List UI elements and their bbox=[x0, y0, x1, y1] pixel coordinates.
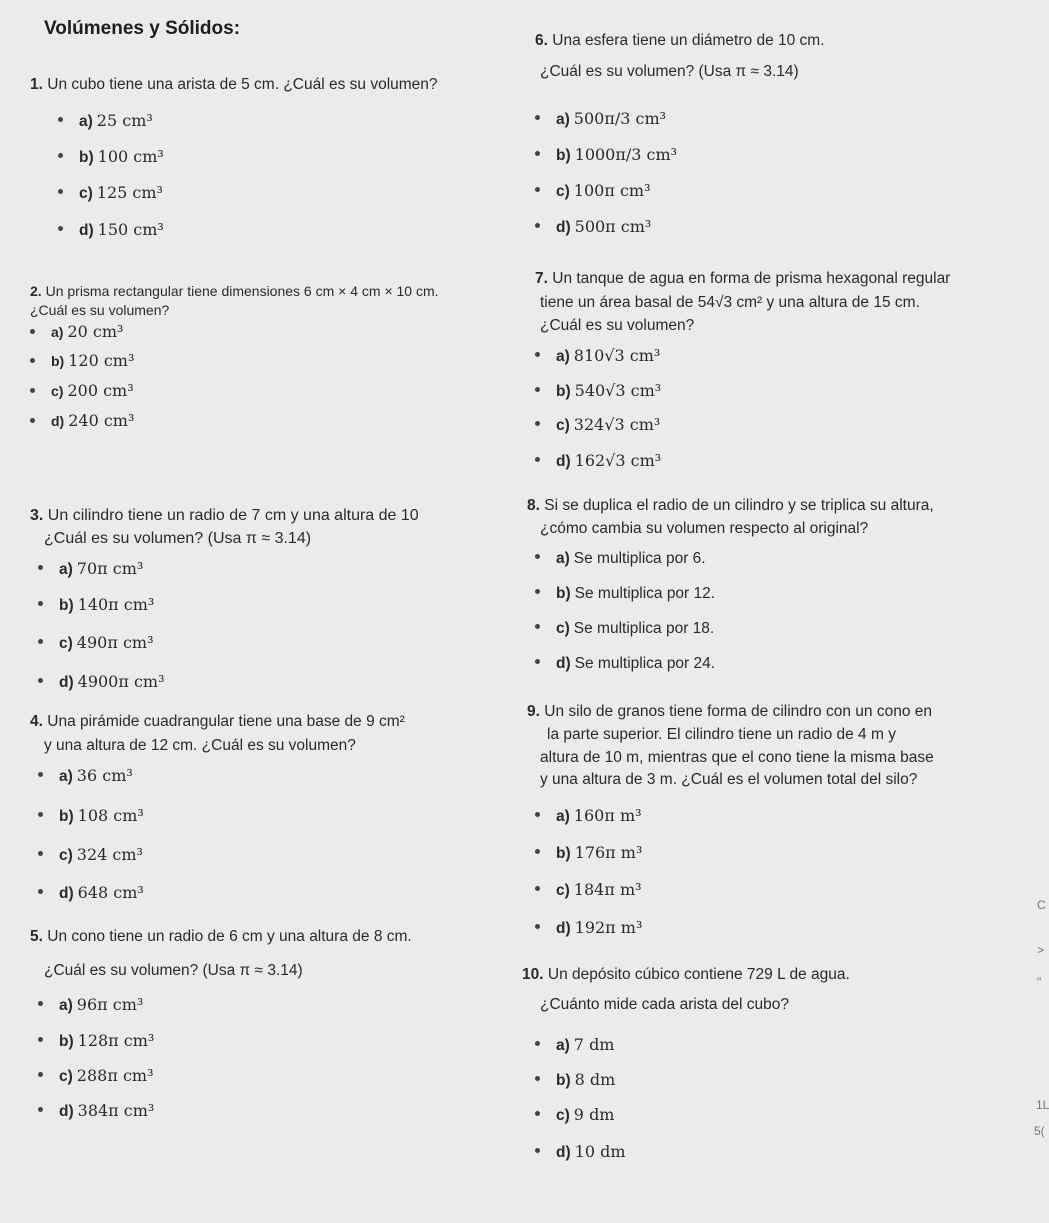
option-7c[interactable]: c) 324√3 cm³ bbox=[535, 415, 660, 435]
question-number: 3. bbox=[30, 507, 44, 524]
bullet-icon bbox=[535, 1148, 540, 1153]
bullet-icon bbox=[535, 151, 540, 156]
option-9d[interactable]: d) 192π m³ bbox=[535, 918, 642, 938]
option-4b[interactable]: b) 108 cm³ bbox=[38, 806, 144, 826]
option-4d[interactable]: d) 648 cm³ bbox=[38, 883, 144, 903]
question-9-line-3: altura de 10 m, mientras que el cono tiene la misma base bbox=[540, 749, 934, 766]
bullet-icon bbox=[535, 115, 540, 120]
bullet-icon bbox=[535, 924, 540, 929]
question-7-line-3: ¿Cuál es su volumen? bbox=[540, 317, 695, 334]
option-2d[interactable]: d) 240 cm³ bbox=[30, 411, 134, 430]
bullet-icon bbox=[58, 189, 63, 194]
option-10c[interactable]: c) 9 dm bbox=[535, 1105, 614, 1125]
question-text: Un tanque de agua en forma de prisma hexagonal regular bbox=[552, 270, 951, 287]
bullet-icon bbox=[38, 639, 43, 644]
question-8-line-2: ¿cómo cambia su volumen respecto al original? bbox=[540, 520, 869, 537]
option-2b[interactable]: b) 120 cm³ bbox=[30, 351, 134, 370]
question-10-line-2: ¿Cuánto mide cada arista del cubo? bbox=[540, 996, 790, 1013]
bullet-icon bbox=[38, 565, 43, 570]
bullet-icon bbox=[38, 772, 43, 777]
bullet-icon bbox=[535, 352, 540, 357]
option-9a[interactable]: a) 160π m³ bbox=[535, 806, 642, 826]
bullet-icon bbox=[535, 1111, 540, 1116]
option-5c[interactable]: c) 288π cm³ bbox=[38, 1066, 153, 1086]
option-1a[interactable]: a) 25 cm³ bbox=[58, 111, 153, 131]
option-5a[interactable]: a) 96π cm³ bbox=[38, 995, 143, 1015]
question-number: 5. bbox=[30, 928, 43, 945]
bullet-icon bbox=[58, 117, 63, 122]
question-6 bbox=[535, 32, 825, 50]
option-3a[interactable]: a) 70π cm³ bbox=[38, 559, 143, 579]
question-9-line-2: la parte superior. El cilindro tiene un radio de 4 m y bbox=[547, 726, 896, 743]
option-6b[interactable]: b) 1000π/3 cm³ bbox=[535, 145, 677, 165]
option-6d[interactable]: d) 500π cm³ bbox=[535, 217, 651, 237]
question-2 bbox=[30, 283, 439, 299]
question-2-line-2: ¿Cuál es su volumen? bbox=[30, 302, 170, 318]
question-7 bbox=[535, 270, 950, 288]
question-5-line-2: ¿Cuál es su volumen? (Usa π ≈ 3.14) bbox=[44, 962, 303, 979]
bullet-icon bbox=[38, 1001, 43, 1006]
option-10d[interactable]: d) 10 dm bbox=[535, 1142, 626, 1162]
question-text: Una pirámide cuadrangular tiene una base de 9 cm² bbox=[47, 713, 405, 730]
option-3c[interactable]: c) 490π cm³ bbox=[38, 633, 153, 653]
option-3d[interactable]: d) 4900π cm³ bbox=[38, 672, 165, 692]
question-text: Un cono tiene un radio de 6 cm y una altura de 8 cm. bbox=[47, 928, 412, 945]
bullet-icon bbox=[535, 457, 540, 462]
bullet-icon bbox=[38, 678, 43, 683]
option-7d[interactable]: d) 162√3 cm³ bbox=[535, 451, 661, 471]
edge-mark: " bbox=[1037, 975, 1042, 989]
bullet-icon bbox=[535, 187, 540, 192]
bullet-icon bbox=[535, 1076, 540, 1081]
question-number: 7. bbox=[535, 270, 548, 287]
question-8 bbox=[527, 497, 934, 515]
option-8b[interactable]: b) Se multiplica por 12. bbox=[535, 585, 715, 603]
bullet-icon bbox=[535, 659, 540, 664]
bullet-icon bbox=[38, 1072, 43, 1077]
option-4a[interactable]: a) 36 cm³ bbox=[38, 766, 133, 786]
option-9b[interactable]: b) 176π m³ bbox=[535, 843, 642, 863]
bullet-icon bbox=[30, 358, 35, 363]
question-1 bbox=[30, 76, 438, 94]
question-text: Un cilindro tiene un radio de 7 cm y una altura de 10 bbox=[47, 507, 419, 524]
option-10a[interactable]: a) 7 dm bbox=[535, 1035, 614, 1055]
question-4-line-2: y una altura de 12 cm. ¿Cuál es su volumen? bbox=[44, 737, 356, 754]
option-6c[interactable]: c) 100π cm³ bbox=[535, 181, 650, 201]
bullet-icon bbox=[535, 624, 540, 629]
option-1b[interactable]: b) 100 cm³ bbox=[58, 147, 164, 167]
question-7-line-2: tiene un área basal de 54√3 cm² y una altura de 15 cm. bbox=[540, 294, 920, 311]
question-number: 6. bbox=[535, 32, 548, 49]
bullet-icon bbox=[38, 1107, 43, 1112]
bullet-icon bbox=[58, 226, 63, 231]
bullet-icon bbox=[535, 849, 540, 854]
bullet-icon bbox=[30, 329, 35, 334]
option-2c[interactable]: c) 200 cm³ bbox=[30, 381, 134, 400]
option-8a[interactable]: a) Se multiplica por 6. bbox=[535, 550, 706, 568]
bullet-icon bbox=[535, 589, 540, 594]
bullet-icon bbox=[38, 1037, 43, 1042]
question-10 bbox=[522, 966, 850, 984]
bullet-icon bbox=[535, 812, 540, 817]
question-9 bbox=[527, 703, 932, 721]
question-text: Una esfera tiene un diámetro de 10 cm. bbox=[552, 32, 825, 49]
edge-mark: 5( bbox=[1034, 1124, 1045, 1138]
bullet-icon bbox=[30, 388, 35, 393]
bullet-icon bbox=[535, 554, 540, 559]
bullet-icon bbox=[38, 889, 43, 894]
option-7a[interactable]: a) 810√3 cm³ bbox=[535, 346, 660, 366]
question-text: Un prisma rectangular tiene dimensiones 6 cm × 4 cm × 10 cm. bbox=[45, 283, 439, 299]
option-2a[interactable]: a) 20 cm³ bbox=[30, 322, 123, 341]
option-9c[interactable]: c) 184π m³ bbox=[535, 880, 642, 900]
edge-mark: > bbox=[1037, 943, 1045, 957]
bullet-icon bbox=[535, 223, 540, 228]
question-number: 4. bbox=[30, 713, 43, 730]
question-3-line-2: ¿Cuál es su volumen? (Usa π ≈ 3.14) bbox=[44, 530, 312, 547]
edge-mark: 1L bbox=[1036, 1098, 1049, 1112]
option-10b[interactable]: b) 8 dm bbox=[535, 1070, 615, 1090]
option-1d[interactable]: d) 150 cm³ bbox=[58, 220, 164, 240]
bullet-icon bbox=[38, 851, 43, 856]
question-text: Un cubo tiene una arista de 5 cm. ¿Cuál es su volumen? bbox=[47, 76, 438, 93]
option-1c[interactable]: c) 125 cm³ bbox=[58, 183, 163, 203]
question-3 bbox=[30, 507, 419, 525]
bullet-icon bbox=[38, 601, 43, 606]
bullet-icon bbox=[30, 418, 35, 423]
question-text: Un silo de granos tiene forma de cilindro con un cono en bbox=[544, 703, 932, 720]
bullet-icon bbox=[535, 1041, 540, 1046]
page-title: Volúmenes y Sólidos: bbox=[44, 18, 241, 39]
bullet-icon bbox=[535, 387, 540, 392]
bullet-icon bbox=[38, 812, 43, 817]
option-8d[interactable]: d) Se multiplica por 24. bbox=[535, 655, 715, 673]
question-5 bbox=[30, 928, 412, 946]
question-text: Un depósito cúbico contiene 729 L de agua. bbox=[547, 966, 850, 983]
bullet-icon bbox=[535, 886, 540, 891]
question-number: 8. bbox=[527, 497, 540, 514]
edge-mark: C bbox=[1037, 898, 1046, 912]
bullet-icon bbox=[535, 421, 540, 426]
question-4 bbox=[30, 713, 405, 731]
option-6a[interactable]: a) 500π/3 cm³ bbox=[535, 109, 666, 129]
question-number: 9. bbox=[527, 703, 540, 720]
option-4c[interactable]: c) 324 cm³ bbox=[38, 845, 143, 865]
option-8c[interactable]: c) Se multiplica por 18. bbox=[535, 620, 714, 638]
option-5d[interactable]: d) 384π cm³ bbox=[38, 1101, 154, 1121]
question-number: 2. bbox=[30, 283, 42, 299]
question-number: 10. bbox=[522, 966, 544, 983]
option-3b[interactable]: b) 140π cm³ bbox=[38, 595, 154, 615]
question-6-line-2: ¿Cuál es su volumen? (Usa π ≈ 3.14) bbox=[540, 63, 799, 80]
option-7b[interactable]: b) 540√3 cm³ bbox=[535, 381, 661, 401]
question-number: 1. bbox=[30, 76, 43, 93]
question-9-line-4: y una altura de 3 m. ¿Cuál es el volumen total del silo? bbox=[540, 771, 918, 788]
option-5b[interactable]: b) 128π cm³ bbox=[38, 1031, 154, 1051]
question-text: Si se duplica el radio de un cilindro y se triplica su altura, bbox=[544, 497, 934, 514]
bullet-icon bbox=[58, 153, 63, 158]
